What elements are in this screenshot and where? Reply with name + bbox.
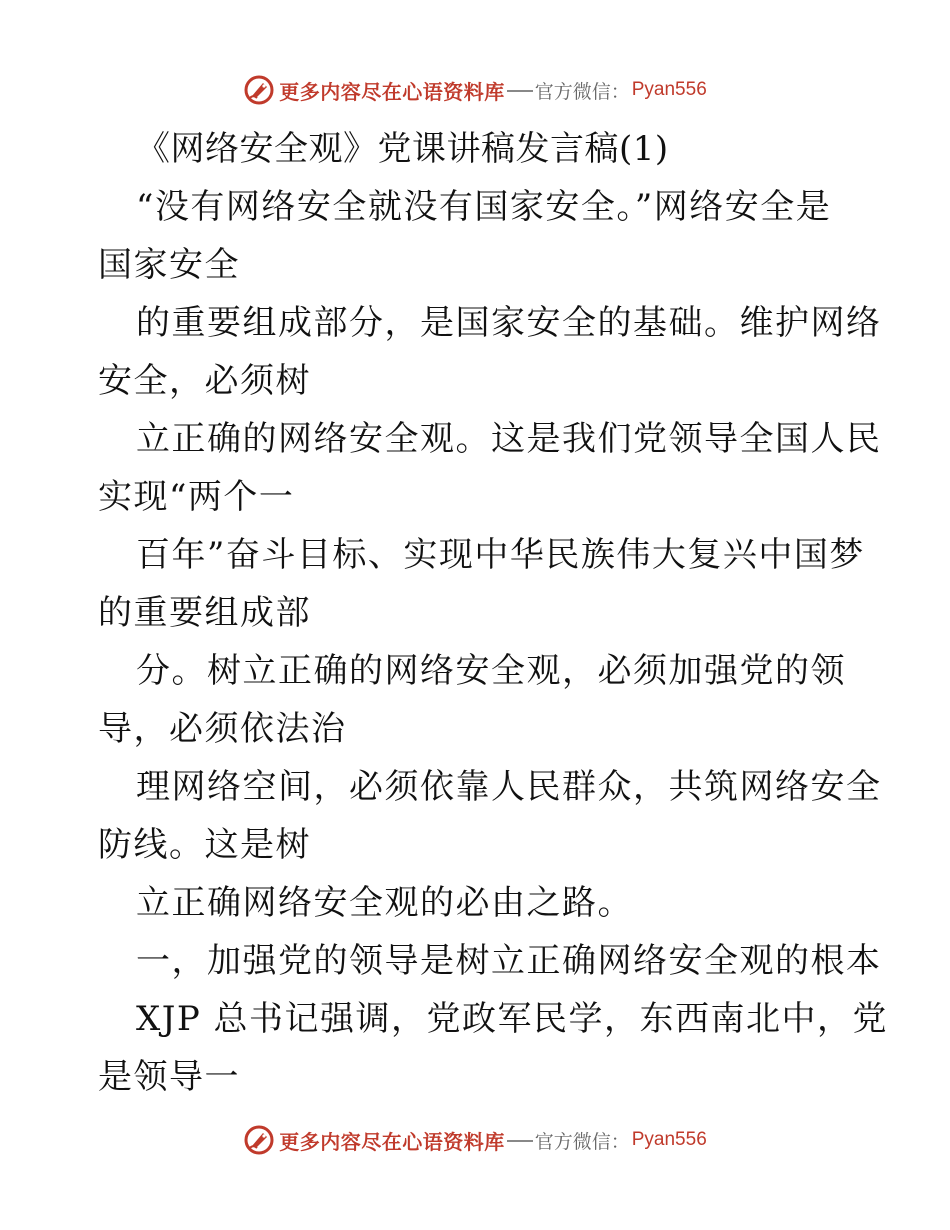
text-line: 立正确的网络安全观。这是我们党领导全国人民 xyxy=(136,419,882,459)
text-line: 导，必须依法治 xyxy=(98,709,347,749)
text-line: 是领导一 xyxy=(98,1057,240,1097)
text-line: 国家安全 xyxy=(98,245,240,285)
text-line: 的重要组成部分，是国家安全的基础。维护网络 xyxy=(136,303,882,343)
wechat-label: 官方微信： xyxy=(534,80,630,103)
footer-banner xyxy=(0,1122,950,1158)
separator-dash xyxy=(507,1140,533,1142)
text-line: 分。树立正确的网络安全观，必须加强党的领 xyxy=(136,651,846,691)
text-line: 安全，必须树 xyxy=(98,361,311,401)
text-line: XJP 总书记强调，党政军民学，东西南北中，党 xyxy=(136,999,889,1039)
text-line: 防线。这是树 xyxy=(98,825,311,865)
pen-nib-logo-icon xyxy=(243,74,275,106)
separator-dash xyxy=(507,90,533,92)
section-heading: 一，加强党的领导是树立正确网络安全观的根本 xyxy=(136,941,882,981)
header-banner xyxy=(0,72,950,108)
document-title: 《网络安全观》党课讲稿发言稿(1) xyxy=(136,129,669,169)
text-line: 立正确网络安全观的必由之路。 xyxy=(136,883,633,923)
text-line: “没有网络安全就没有国家安全。”网络安全是 xyxy=(136,187,832,227)
text-line: 理网络空间，必须依靠人民群众，共筑网络安全 xyxy=(136,767,882,807)
text-line: 百年”奋斗目标、实现中华民族伟大复兴中国梦 xyxy=(136,535,865,575)
text-line: 的重要组成部 xyxy=(98,593,311,633)
brand-text: 更多内容尽在心语资料库 xyxy=(279,79,505,104)
document-body xyxy=(98,120,889,1106)
wechat-id: Pyan556 xyxy=(631,1129,707,1150)
pen-nib-logo-icon xyxy=(243,1124,275,1156)
wechat-id: Pyan556 xyxy=(631,79,707,100)
wechat-label: 官方微信： xyxy=(534,1130,630,1153)
text-line: 实现“两个一 xyxy=(98,477,295,517)
brand-text: 更多内容尽在心语资料库 xyxy=(279,1129,505,1154)
